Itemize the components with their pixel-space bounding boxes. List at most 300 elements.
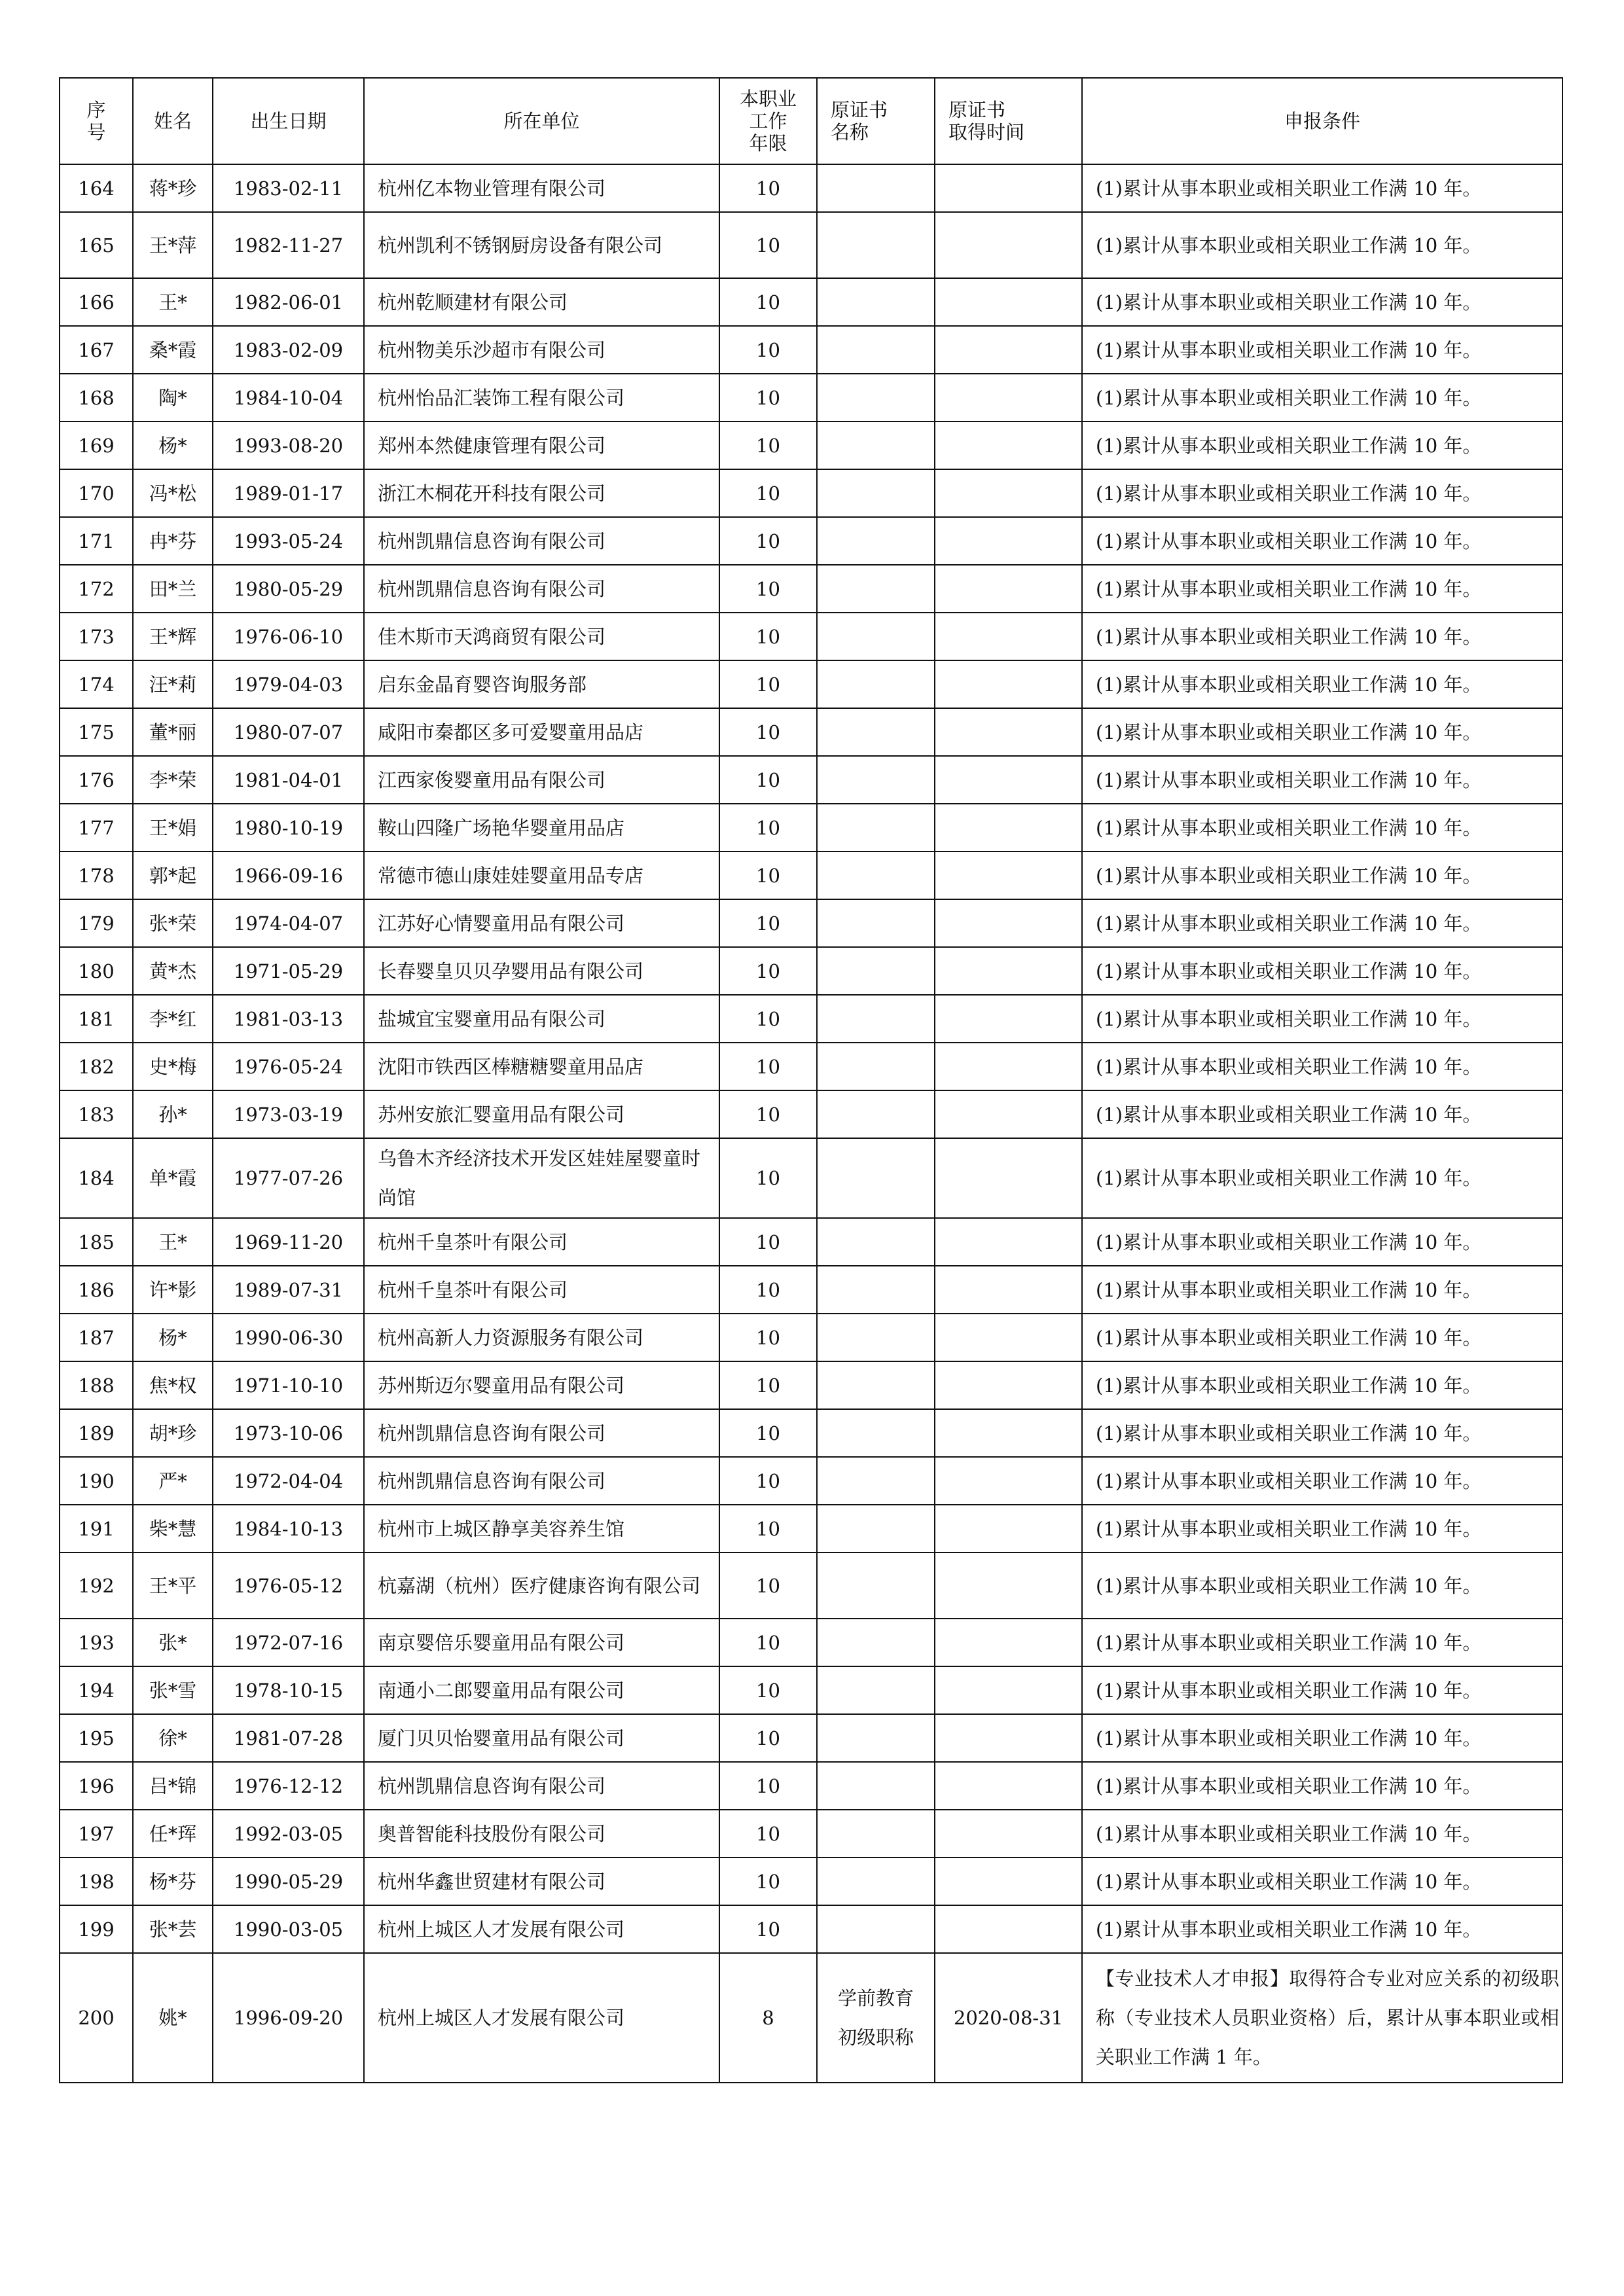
table-row	[60, 374, 1562, 422]
table-header-row	[60, 78, 1562, 164]
cell-cert-name	[817, 422, 935, 469]
table-row	[60, 1810, 1562, 1857]
cell-cert-date	[935, 899, 1082, 947]
table-row	[60, 1138, 1562, 1218]
cell-unit: 乌鲁木齐经济技术开发区娃娃屋婴童时尚馆	[364, 1138, 719, 1218]
cell-condition: (1)累计从事本职业或相关职业工作满 10 年。	[1082, 947, 1562, 995]
cell-cert-name	[817, 326, 935, 374]
cell-seq: 187	[60, 1314, 133, 1361]
cell-birth: 1976-12-12	[213, 1762, 364, 1810]
table-row	[60, 1314, 1562, 1361]
cell-years: 10	[719, 1043, 817, 1090]
cell-name: 任*珲	[133, 1810, 213, 1857]
cell-unit: 杭州凯鼎信息咨询有限公司	[364, 1457, 719, 1505]
cell-cert-name	[817, 995, 935, 1043]
cell-years: 10	[719, 1552, 817, 1619]
cell-cert-date	[935, 1714, 1082, 1762]
cell-cert-name	[817, 1857, 935, 1905]
cell-name: 吕*锦	[133, 1762, 213, 1810]
cell-name: 杨*	[133, 1314, 213, 1361]
cell-years: 10	[719, 756, 817, 804]
cell-birth: 1972-07-16	[213, 1619, 364, 1666]
cell-name: 严*	[133, 1457, 213, 1505]
cell-seq: 177	[60, 804, 133, 852]
cell-birth: 1990-03-05	[213, 1905, 364, 1953]
cell-cert-date	[935, 804, 1082, 852]
cell-name: 黄*杰	[133, 947, 213, 995]
cell-seq: 188	[60, 1361, 133, 1409]
cell-years: 10	[719, 1857, 817, 1905]
table-row	[60, 613, 1562, 660]
cell-birth: 1976-06-10	[213, 613, 364, 660]
cell-condition: (1)累计从事本职业或相关职业工作满 10 年。	[1082, 1714, 1562, 1762]
cell-name: 焦*权	[133, 1361, 213, 1409]
cell-condition: (1)累计从事本职业或相关职业工作满 10 年。	[1082, 1314, 1562, 1361]
cell-birth: 1976-05-24	[213, 1043, 364, 1090]
cell-condition: (1)累计从事本职业或相关职业工作满 10 年。	[1082, 1762, 1562, 1810]
cell-birth: 1989-07-31	[213, 1266, 364, 1314]
cell-unit: 奥普智能科技股份有限公司	[364, 1810, 719, 1857]
cell-unit: 沈阳市铁西区棒糖糖婴童用品店	[364, 1043, 719, 1090]
cell-name: 郭*起	[133, 852, 213, 899]
header-unit: 所在单位	[364, 78, 719, 164]
cell-years: 10	[719, 326, 817, 374]
cell-birth: 1980-10-19	[213, 804, 364, 852]
cell-name: 蒋*珍	[133, 164, 213, 212]
cell-cert-name	[817, 1762, 935, 1810]
cell-years: 10	[719, 1138, 817, 1218]
table-row	[60, 517, 1562, 565]
cell-cert-date	[935, 374, 1082, 422]
cell-cert-name	[817, 278, 935, 326]
cell-condition: (1)累计从事本职业或相关职业工作满 10 年。	[1082, 1138, 1562, 1218]
cell-seq: 172	[60, 565, 133, 613]
cell-unit: 咸阳市秦都区多可爱婴童用品店	[364, 708, 719, 756]
cell-cert-name	[817, 660, 935, 708]
table-row	[60, 1218, 1562, 1266]
header-cert-name: 原证书 名称	[817, 78, 935, 164]
cell-unit: 常德市德山康娃娃婴童用品专店	[364, 852, 719, 899]
cell-seq: 196	[60, 1762, 133, 1810]
cell-cert-name	[817, 756, 935, 804]
cell-unit: 杭州乾顺建材有限公司	[364, 278, 719, 326]
table-row	[60, 565, 1562, 613]
cell-name: 杨*芬	[133, 1857, 213, 1905]
table-row	[60, 708, 1562, 756]
cell-cert-date	[935, 660, 1082, 708]
cell-condition: (1)累计从事本职业或相关职业工作满 10 年。	[1082, 995, 1562, 1043]
cell-condition: (1)累计从事本职业或相关职业工作满 10 年。	[1082, 469, 1562, 517]
cell-years: 10	[719, 1505, 817, 1552]
cell-condition: 【专业技术人才申报】取得符合专业对应关系的初级职称（专业技术人员职业资格）后，累计从事本职业或相关职业工作满 1 年。	[1082, 1953, 1562, 2083]
cell-seq: 197	[60, 1810, 133, 1857]
cell-cert-date	[935, 469, 1082, 517]
cell-birth: 1993-08-20	[213, 422, 364, 469]
cell-seq: 169	[60, 422, 133, 469]
cell-unit: 杭州华鑫世贸建材有限公司	[364, 1857, 719, 1905]
cell-cert-date	[935, 1857, 1082, 1905]
cell-years: 10	[719, 708, 817, 756]
cell-cert-name	[817, 1043, 935, 1090]
cell-name: 董*丽	[133, 708, 213, 756]
cell-cert-date	[935, 708, 1082, 756]
cell-birth: 1992-03-05	[213, 1810, 364, 1857]
cell-years: 10	[719, 1762, 817, 1810]
cell-condition: (1)累计从事本职业或相关职业工作满 10 年。	[1082, 804, 1562, 852]
cell-years: 8	[719, 1953, 817, 2083]
cell-birth: 1989-01-17	[213, 469, 364, 517]
cell-condition: (1)累计从事本职业或相关职业工作满 10 年。	[1082, 1457, 1562, 1505]
cell-cert-date	[935, 1762, 1082, 1810]
cell-seq: 183	[60, 1090, 133, 1138]
cell-name: 冯*松	[133, 469, 213, 517]
cell-seq: 195	[60, 1714, 133, 1762]
cell-years: 10	[719, 517, 817, 565]
cell-birth: 1982-11-27	[213, 212, 364, 278]
table-row	[60, 804, 1562, 852]
cell-name: 单*霞	[133, 1138, 213, 1218]
cell-unit: 杭州千皇茶叶有限公司	[364, 1218, 719, 1266]
cell-cert-date	[935, 278, 1082, 326]
cell-cert-date	[935, 422, 1082, 469]
cell-years: 10	[719, 1090, 817, 1138]
cell-birth: 1972-04-04	[213, 1457, 364, 1505]
cell-birth: 1980-05-29	[213, 565, 364, 613]
cell-seq: 166	[60, 278, 133, 326]
table-row	[60, 1714, 1562, 1762]
cell-cert-name	[817, 1457, 935, 1505]
cell-unit: 江苏好心情婴童用品有限公司	[364, 899, 719, 947]
table-row	[60, 1552, 1562, 1619]
table-row	[60, 947, 1562, 995]
table-row	[60, 1457, 1562, 1505]
cell-birth: 1984-10-04	[213, 374, 364, 422]
cell-cert-date	[935, 326, 1082, 374]
cell-condition: (1)累计从事本职业或相关职业工作满 10 年。	[1082, 1266, 1562, 1314]
cell-cert-name	[817, 565, 935, 613]
cell-cert-date	[935, 565, 1082, 613]
cell-condition: (1)累计从事本职业或相关职业工作满 10 年。	[1082, 164, 1562, 212]
cell-birth: 1973-10-06	[213, 1409, 364, 1457]
cell-cert-name	[817, 1714, 935, 1762]
cell-seq: 198	[60, 1857, 133, 1905]
cell-condition: (1)累计从事本职业或相关职业工作满 10 年。	[1082, 756, 1562, 804]
cell-name: 汪*莉	[133, 660, 213, 708]
cell-name: 王*平	[133, 1552, 213, 1619]
table-row	[60, 1505, 1562, 1552]
table-row	[60, 1953, 1562, 2083]
cell-unit: 杭州千皇茶叶有限公司	[364, 1266, 719, 1314]
cell-condition: (1)累计从事本职业或相关职业工作满 10 年。	[1082, 852, 1562, 899]
header-condition: 申报条件	[1082, 78, 1562, 164]
cell-birth: 1977-07-26	[213, 1138, 364, 1218]
cell-seq: 186	[60, 1266, 133, 1314]
cell-condition: (1)累计从事本职业或相关职业工作满 10 年。	[1082, 1666, 1562, 1714]
cell-condition: (1)累计从事本职业或相关职业工作满 10 年。	[1082, 899, 1562, 947]
cell-years: 10	[719, 469, 817, 517]
cell-cert-name	[817, 374, 935, 422]
cell-unit: 杭州怡品汇装饰工程有限公司	[364, 374, 719, 422]
cell-years: 10	[719, 613, 817, 660]
cell-cert-date	[935, 1905, 1082, 1953]
cell-cert-name	[817, 212, 935, 278]
cell-seq: 193	[60, 1619, 133, 1666]
cell-unit: 启东金晶育婴咨询服务部	[364, 660, 719, 708]
cell-unit: 杭州上城区人才发展有限公司	[364, 1905, 719, 1953]
cell-birth: 1982-06-01	[213, 278, 364, 326]
cell-name: 杨*	[133, 422, 213, 469]
cell-cert-name	[817, 947, 935, 995]
cell-name: 冉*芬	[133, 517, 213, 565]
cell-seq: 189	[60, 1409, 133, 1457]
cell-cert-name: 学前教育初级职称	[817, 1953, 935, 2083]
cell-seq: 174	[60, 660, 133, 708]
cell-years: 10	[719, 1218, 817, 1266]
cell-condition: (1)累计从事本职业或相关职业工作满 10 年。	[1082, 1090, 1562, 1138]
cell-birth: 1971-10-10	[213, 1361, 364, 1409]
cell-condition: (1)累计从事本职业或相关职业工作满 10 年。	[1082, 212, 1562, 278]
cell-seq: 191	[60, 1505, 133, 1552]
cell-name: 徐*	[133, 1714, 213, 1762]
cell-condition: (1)累计从事本职业或相关职业工作满 10 年。	[1082, 374, 1562, 422]
cell-condition: (1)累计从事本职业或相关职业工作满 10 年。	[1082, 278, 1562, 326]
cell-unit: 杭州市上城区静享美容养生馆	[364, 1505, 719, 1552]
cell-seq: 175	[60, 708, 133, 756]
cell-condition: (1)累计从事本职业或相关职业工作满 10 年。	[1082, 517, 1562, 565]
cell-birth: 1990-05-29	[213, 1857, 364, 1905]
cell-birth: 1993-05-24	[213, 517, 364, 565]
cell-cert-name	[817, 1090, 935, 1138]
cell-condition: (1)累计从事本职业或相关职业工作满 10 年。	[1082, 1505, 1562, 1552]
cell-cert-date	[935, 1666, 1082, 1714]
cell-years: 10	[719, 899, 817, 947]
cell-years: 10	[719, 164, 817, 212]
cell-cert-name	[817, 469, 935, 517]
header-cert-date: 原证书 取得时间	[935, 78, 1082, 164]
cell-name: 史*梅	[133, 1043, 213, 1090]
cell-birth: 1976-05-12	[213, 1552, 364, 1619]
cell-years: 10	[719, 278, 817, 326]
cell-condition: (1)累计从事本职业或相关职业工作满 10 年。	[1082, 1409, 1562, 1457]
cell-seq: 200	[60, 1953, 133, 2083]
cell-cert-date	[935, 1619, 1082, 1666]
cell-condition: (1)累计从事本职业或相关职业工作满 10 年。	[1082, 660, 1562, 708]
cell-unit: 南通小二郎婴童用品有限公司	[364, 1666, 719, 1714]
cell-name: 张*	[133, 1619, 213, 1666]
cell-cert-name	[817, 1409, 935, 1457]
cell-cert-date	[935, 1314, 1082, 1361]
cell-cert-name	[817, 164, 935, 212]
table-row	[60, 1266, 1562, 1314]
cell-seq: 171	[60, 517, 133, 565]
cell-cert-date	[935, 517, 1082, 565]
cell-name: 王*	[133, 1218, 213, 1266]
cell-birth: 1980-07-07	[213, 708, 364, 756]
cell-seq: 165	[60, 212, 133, 278]
cell-cert-date	[935, 1266, 1082, 1314]
cell-name: 陶*	[133, 374, 213, 422]
cell-condition: (1)累计从事本职业或相关职业工作满 10 年。	[1082, 1619, 1562, 1666]
cell-years: 10	[719, 422, 817, 469]
cell-cert-name	[817, 1905, 935, 1953]
cell-unit: 杭嘉湖（杭州）医疗健康咨询有限公司	[364, 1552, 719, 1619]
cell-condition: (1)累计从事本职业或相关职业工作满 10 年。	[1082, 708, 1562, 756]
cell-unit: 厦门贝贝怡婴童用品有限公司	[364, 1714, 719, 1762]
table-row	[60, 1857, 1562, 1905]
cell-seq: 176	[60, 756, 133, 804]
cell-name: 王*辉	[133, 613, 213, 660]
cell-years: 10	[719, 1810, 817, 1857]
cell-seq: 164	[60, 164, 133, 212]
cell-cert-date	[935, 1552, 1082, 1619]
cell-cert-date	[935, 212, 1082, 278]
table-row	[60, 1619, 1562, 1666]
cell-cert-date	[935, 1457, 1082, 1505]
cell-condition: (1)累计从事本职业或相关职业工作满 10 年。	[1082, 422, 1562, 469]
cell-birth: 1981-04-01	[213, 756, 364, 804]
cell-name: 姚*	[133, 1953, 213, 2083]
cell-birth: 1990-06-30	[213, 1314, 364, 1361]
cell-condition: (1)累计从事本职业或相关职业工作满 10 年。	[1082, 1857, 1562, 1905]
cell-unit: 浙江木桐花开科技有限公司	[364, 469, 719, 517]
cell-birth: 1974-04-07	[213, 899, 364, 947]
cell-birth: 1973-03-19	[213, 1090, 364, 1138]
cell-name: 桑*霞	[133, 326, 213, 374]
cell-condition: (1)累计从事本职业或相关职业工作满 10 年。	[1082, 1810, 1562, 1857]
cell-years: 10	[719, 1409, 817, 1457]
cell-seq: 179	[60, 899, 133, 947]
cell-birth: 1981-07-28	[213, 1714, 364, 1762]
cell-name: 孙*	[133, 1090, 213, 1138]
cell-cert-date	[935, 613, 1082, 660]
cell-cert-name	[817, 804, 935, 852]
header-years: 本职业 工作 年限	[719, 78, 817, 164]
cell-condition: (1)累计从事本职业或相关职业工作满 10 年。	[1082, 565, 1562, 613]
cell-cert-date	[935, 995, 1082, 1043]
cell-years: 10	[719, 1361, 817, 1409]
cell-unit: 杭州亿本物业管理有限公司	[364, 164, 719, 212]
cell-unit: 杭州物美乐沙超市有限公司	[364, 326, 719, 374]
table-row	[60, 469, 1562, 517]
cell-cert-name	[817, 517, 935, 565]
cell-cert-date	[935, 947, 1082, 995]
cell-seq: 181	[60, 995, 133, 1043]
cell-years: 10	[719, 565, 817, 613]
cell-cert-name	[817, 1218, 935, 1266]
cell-cert-name	[817, 1666, 935, 1714]
cell-unit: 苏州安旅汇婴童用品有限公司	[364, 1090, 719, 1138]
header-birth: 出生日期	[213, 78, 364, 164]
cell-cert-date	[935, 1090, 1082, 1138]
table-row	[60, 1762, 1562, 1810]
cell-years: 10	[719, 212, 817, 278]
cell-seq: 167	[60, 326, 133, 374]
cell-seq: 180	[60, 947, 133, 995]
table-row	[60, 1666, 1562, 1714]
cell-cert-name	[817, 1552, 935, 1619]
cell-cert-name	[817, 899, 935, 947]
cell-seq: 170	[60, 469, 133, 517]
table-row	[60, 660, 1562, 708]
cell-years: 10	[719, 852, 817, 899]
cell-unit: 杭州凯鼎信息咨询有限公司	[364, 1762, 719, 1810]
cell-cert-date	[935, 1409, 1082, 1457]
cell-years: 10	[719, 1714, 817, 1762]
cell-unit: 鞍山四隆广场艳华婴童用品店	[364, 804, 719, 852]
cell-cert-name	[817, 1619, 935, 1666]
cell-seq: 190	[60, 1457, 133, 1505]
cell-cert-date	[935, 164, 1082, 212]
cell-birth: 1983-02-09	[213, 326, 364, 374]
cell-years: 10	[719, 1266, 817, 1314]
table-row	[60, 852, 1562, 899]
cell-unit: 杭州凯利不锈钢厨房设备有限公司	[364, 212, 719, 278]
cell-unit: 郑州本然健康管理有限公司	[364, 422, 719, 469]
table-row	[60, 756, 1562, 804]
cell-cert-name	[817, 1266, 935, 1314]
cell-cert-date: 2020-08-31	[935, 1953, 1082, 2083]
cell-cert-date	[935, 1505, 1082, 1552]
cell-condition: (1)累计从事本职业或相关职业工作满 10 年。	[1082, 613, 1562, 660]
cell-cert-date	[935, 1138, 1082, 1218]
table-row	[60, 1043, 1562, 1090]
cell-cert-date	[935, 852, 1082, 899]
cell-seq: 173	[60, 613, 133, 660]
cell-cert-date	[935, 1218, 1082, 1266]
cell-unit: 杭州高新人力资源服务有限公司	[364, 1314, 719, 1361]
cell-unit: 南京婴倍乐婴童用品有限公司	[364, 1619, 719, 1666]
cell-unit: 长春婴皇贝贝孕婴用品有限公司	[364, 947, 719, 995]
cell-years: 10	[719, 947, 817, 995]
cell-name: 王*萍	[133, 212, 213, 278]
cell-cert-date	[935, 756, 1082, 804]
cell-cert-name	[817, 1810, 935, 1857]
cell-years: 10	[719, 1905, 817, 1953]
header-name: 姓名	[133, 78, 213, 164]
cell-name: 张*雪	[133, 1666, 213, 1714]
cell-name: 柴*慧	[133, 1505, 213, 1552]
cell-years: 10	[719, 1314, 817, 1361]
cell-name: 李*红	[133, 995, 213, 1043]
cell-birth: 1983-02-11	[213, 164, 364, 212]
cell-unit: 江西家俊婴童用品有限公司	[364, 756, 719, 804]
cell-condition: (1)累计从事本职业或相关职业工作满 10 年。	[1082, 1218, 1562, 1266]
table-row	[60, 1361, 1562, 1409]
cell-unit: 杭州上城区人才发展有限公司	[364, 1953, 719, 2083]
cell-condition: (1)累计从事本职业或相关职业工作满 10 年。	[1082, 1552, 1562, 1619]
document-page	[59, 77, 1562, 2083]
table-row	[60, 995, 1562, 1043]
cell-name: 李*荣	[133, 756, 213, 804]
header-seq: 序 号	[60, 78, 133, 164]
cell-unit: 杭州凯鼎信息咨询有限公司	[364, 517, 719, 565]
cell-years: 10	[719, 1457, 817, 1505]
cell-unit: 盐城宜宝婴童用品有限公司	[364, 995, 719, 1043]
cell-birth: 1996-09-20	[213, 1953, 364, 2083]
table-row	[60, 164, 1562, 212]
cell-unit: 杭州凯鼎信息咨询有限公司	[364, 1409, 719, 1457]
cell-name: 田*兰	[133, 565, 213, 613]
table-row	[60, 326, 1562, 374]
cell-seq: 192	[60, 1552, 133, 1619]
table-row	[60, 1409, 1562, 1457]
cell-cert-name	[817, 1505, 935, 1552]
cell-birth: 1984-10-13	[213, 1505, 364, 1552]
cell-cert-date	[935, 1810, 1082, 1857]
cell-birth: 1979-04-03	[213, 660, 364, 708]
cell-seq: 168	[60, 374, 133, 422]
cell-seq: 182	[60, 1043, 133, 1090]
